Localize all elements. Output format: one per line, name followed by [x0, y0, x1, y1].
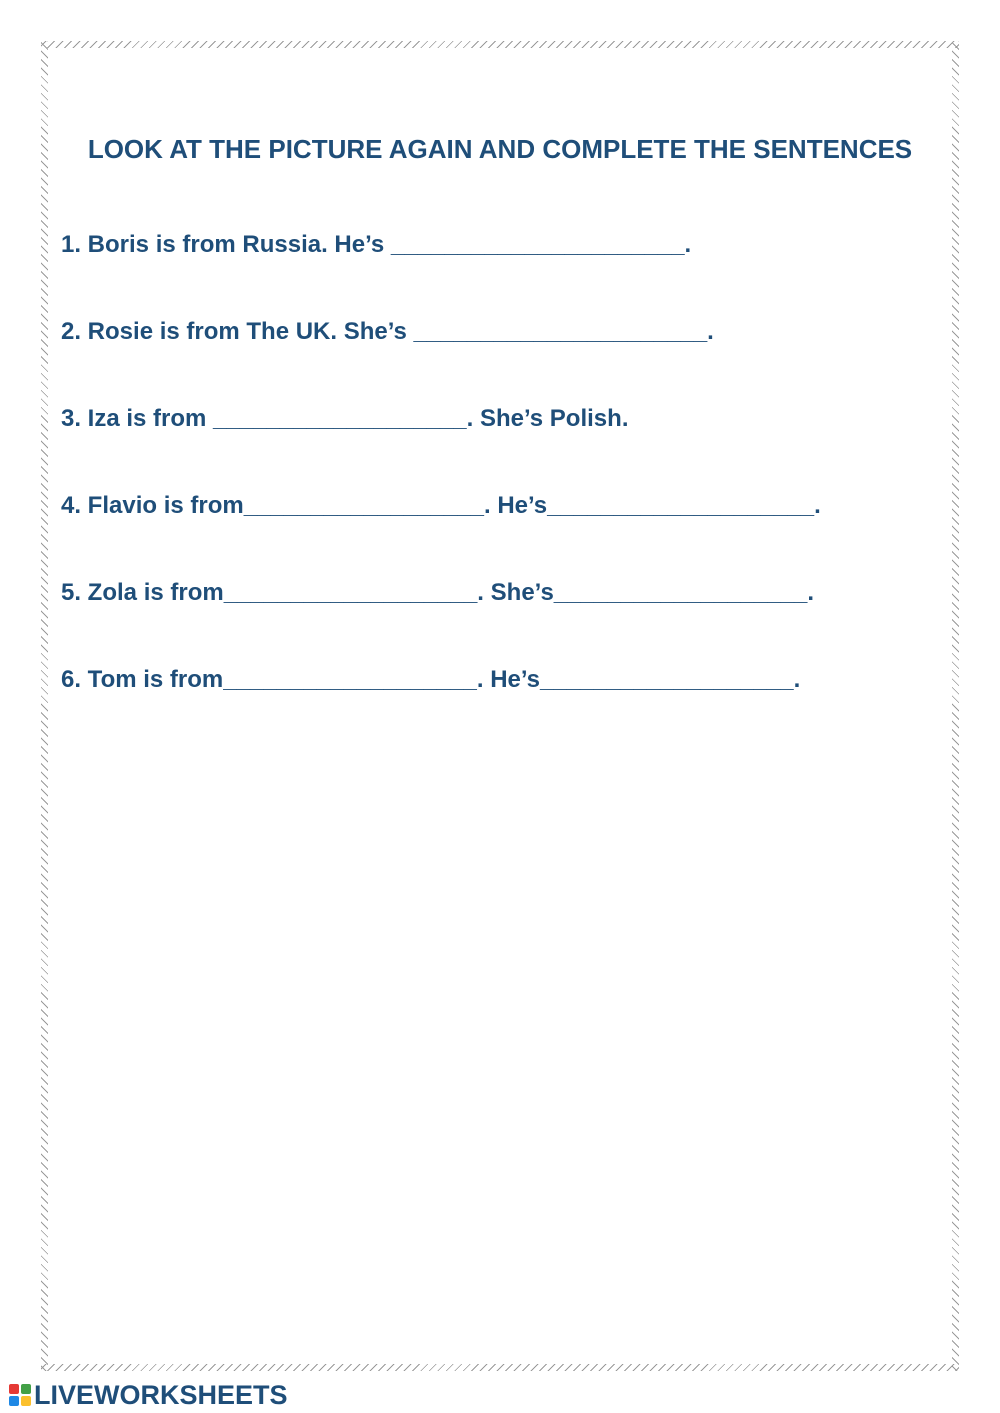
sentence-1: 1. Boris is from Russia. He’s ______________________. [61, 231, 692, 258]
logo-square-blue [9, 1396, 19, 1406]
border-left [41, 41, 48, 1371]
sentence-3: 3. Iza is from ___________________. She’s Polish. [61, 405, 629, 432]
liveworksheets-brand [8, 1381, 288, 1409]
sentence-4: 4. Flavio is from__________________. He’s____________________. [61, 492, 821, 519]
sentence-5: 5. Zola is from___________________. She’s___________________. [61, 579, 815, 606]
liveworksheets-logo-icon [8, 1383, 32, 1407]
sentence-6: 6. Tom is from___________________. He’s___________________. [61, 666, 801, 693]
logo-square-green [21, 1384, 31, 1394]
worksheet-title: LOOK AT THE PICTURE AGAIN AND COMPLETE THE SENTENCES [87, 134, 913, 164]
logo-square-red [9, 1384, 19, 1394]
border-bottom [41, 1364, 959, 1371]
logo-square-yellow [21, 1396, 31, 1406]
border-top [41, 41, 959, 48]
brand-name: LIVEWORKSHEETS [34, 1379, 288, 1410]
border-right [952, 41, 959, 1371]
sentence-2: 2. Rosie is from The UK. She’s ______________________. [61, 318, 714, 345]
